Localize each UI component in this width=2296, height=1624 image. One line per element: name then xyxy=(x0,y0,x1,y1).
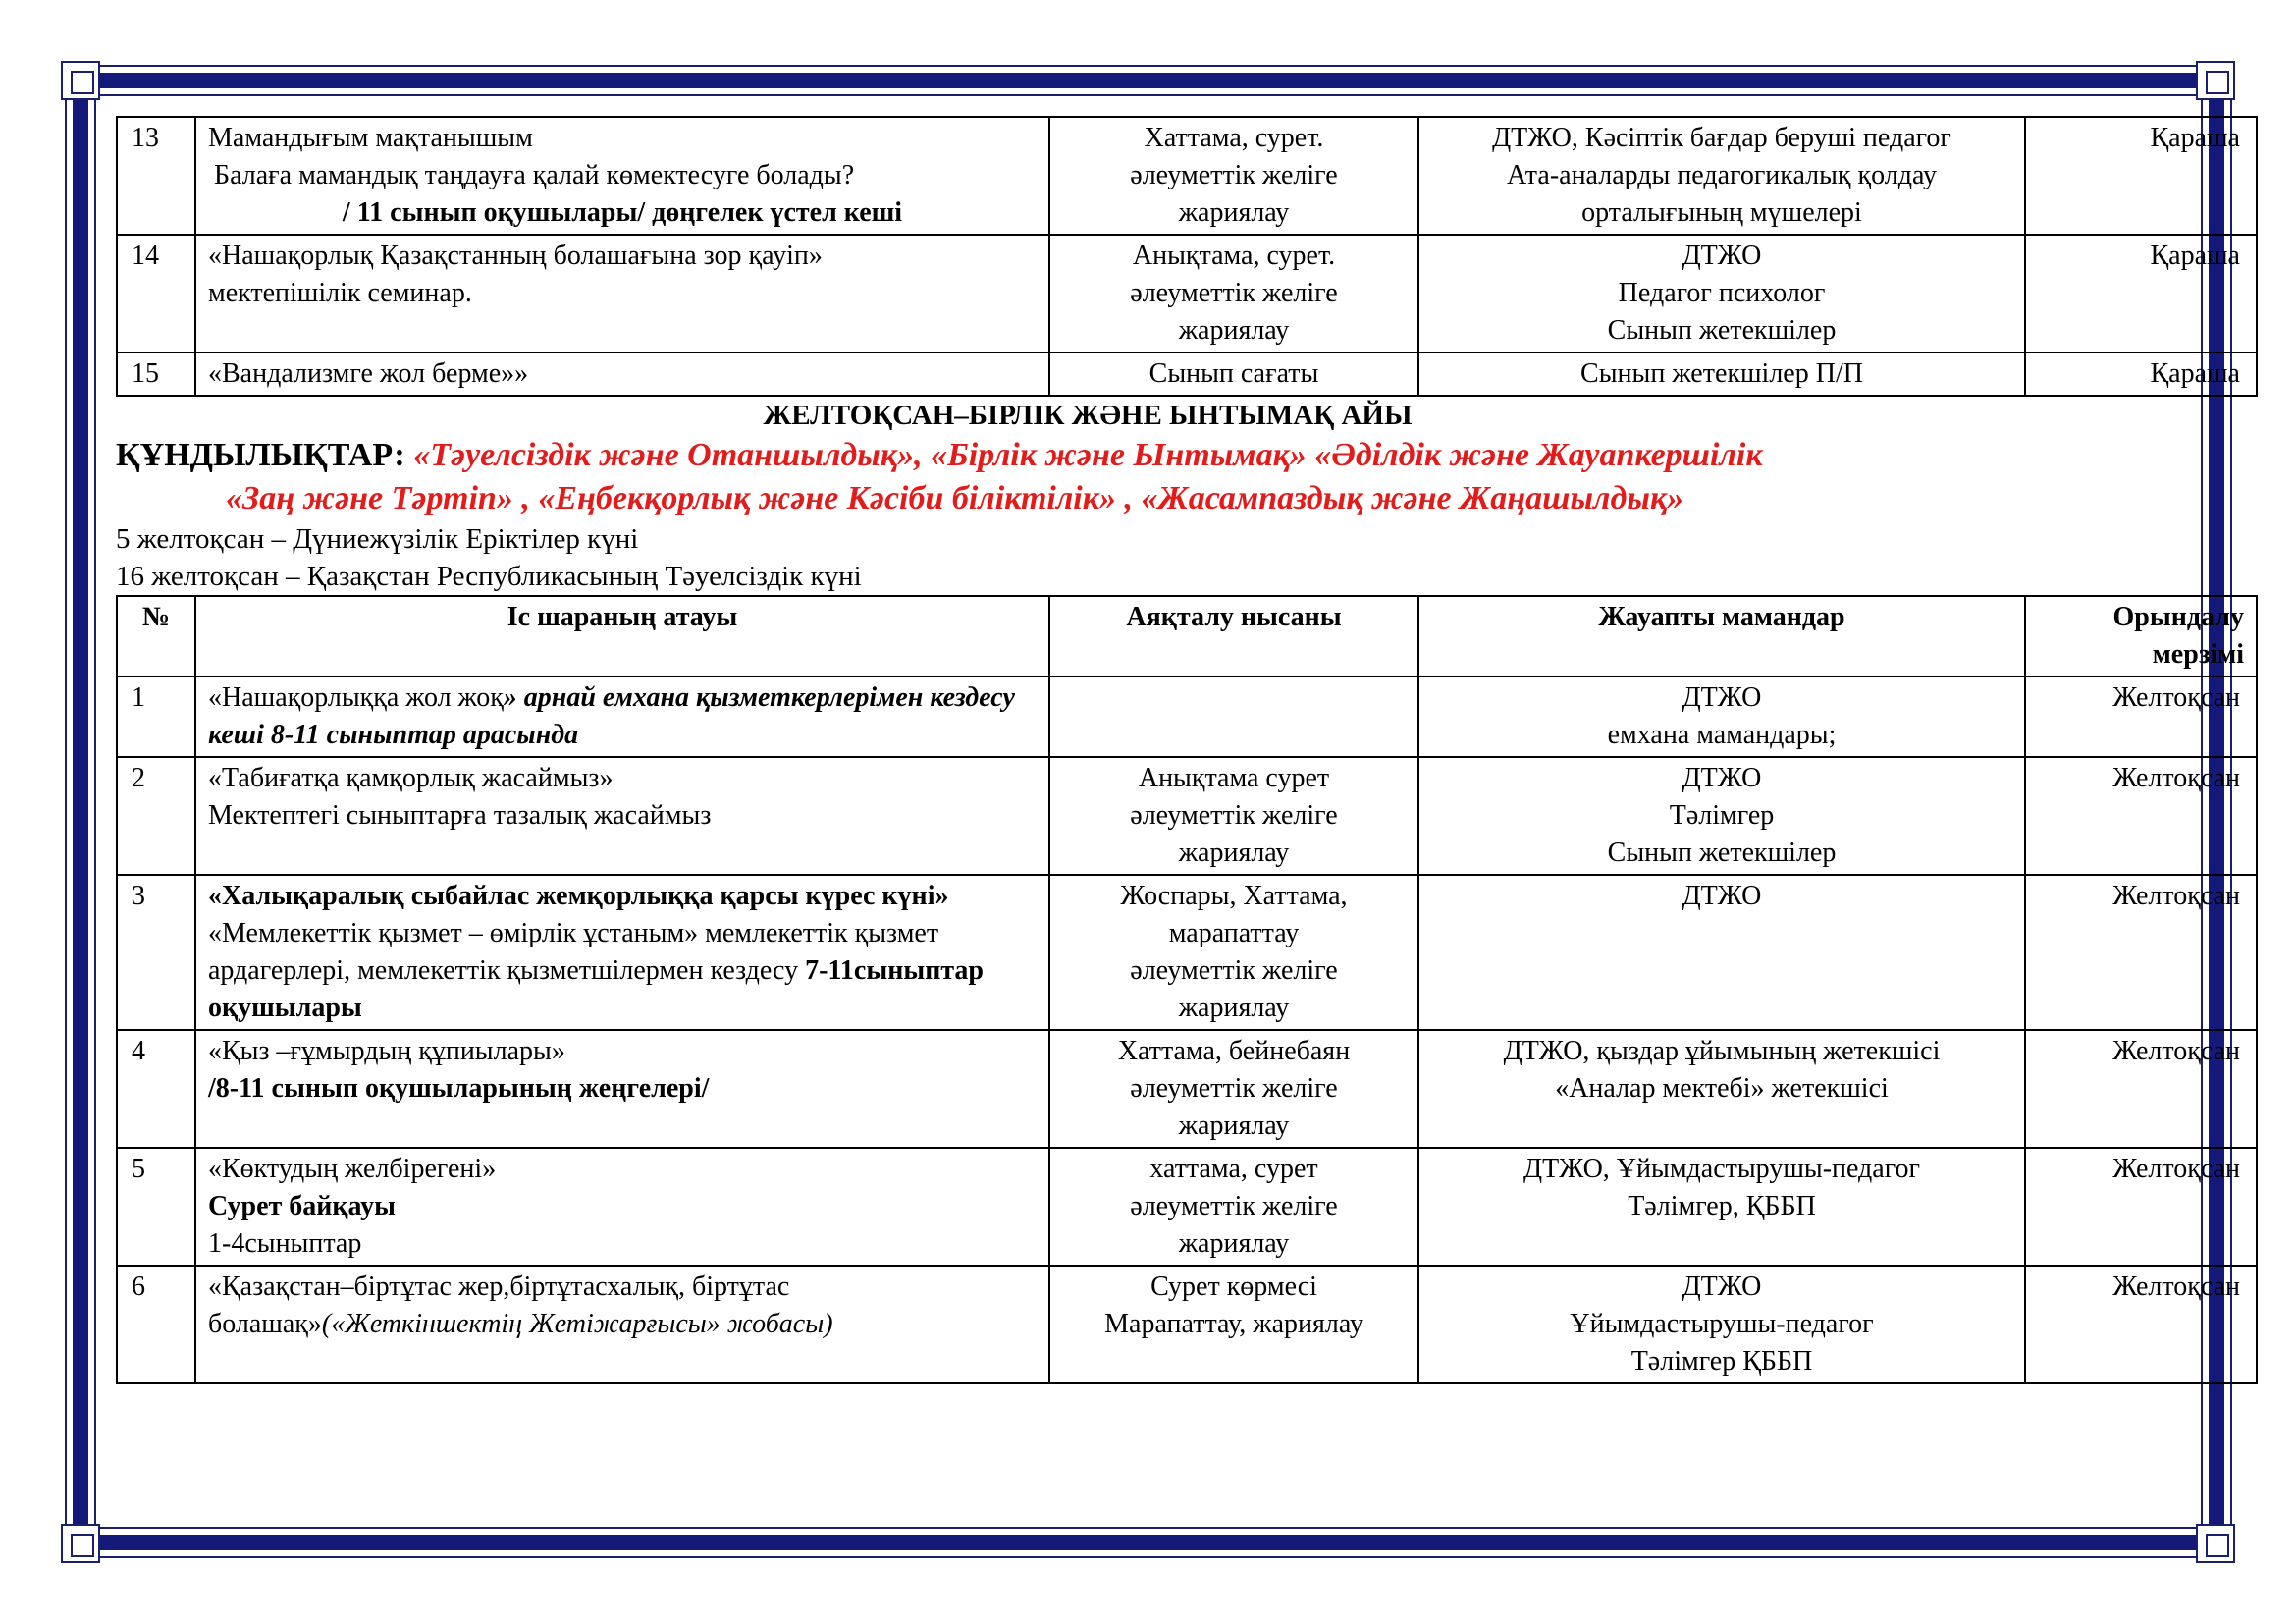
completion-form-cell: Жоспары, Хаттама, марапаттау әлеуметтік желіге жариялау xyxy=(1049,875,1418,1030)
table-row xyxy=(117,1266,2257,1383)
table-row xyxy=(117,757,2257,875)
responsible-cell: ДТЖО xyxy=(1418,875,2025,1030)
responsible-cell: ДТЖО Педагог психолог Сынып жетекшілер xyxy=(1418,235,2025,352)
events-table-december xyxy=(116,595,2258,1384)
event-text: «Табиғатқа қамқорлық жасаймыз» xyxy=(208,763,614,793)
responsible-cell: Сынып жетекшілер П/П xyxy=(1418,352,2025,396)
event-name-cell xyxy=(195,875,1049,1030)
values-label: ҚҰНДЫЛЫҚТАР: xyxy=(116,437,414,473)
table-row xyxy=(117,1030,2257,1148)
event-text: Мамандығым мақтанышым xyxy=(208,123,533,153)
responsible-cell: ДТЖО Ұйымдастырушы-педагог Тәлімгер ҚББП xyxy=(1418,1266,2025,1383)
event-text: «Вандализмге жол берме»» xyxy=(208,358,529,389)
event-name-cell xyxy=(195,1266,1049,1383)
event-name-cell xyxy=(195,1030,1049,1148)
event-text: «Мемлекеттік қызмет – өмірлік ұстаным» мемлекеттік қызмет ардагерлері, мемлекеттік қызметшілермен кездесу xyxy=(208,918,939,986)
responsible-cell: ДТЖО, Кәсіптік бағдар беруші педагог Ата-аналарды педагогикалық қолдау орталығының мүшелері xyxy=(1418,117,2025,235)
event-name-cell xyxy=(195,1148,1049,1266)
deadline-cell: Желтоқсан xyxy=(2025,1030,2257,1148)
deadline-cell: Қараша xyxy=(2025,117,2257,235)
header-event-name: Іс шараның атауы xyxy=(195,596,1049,677)
table-row xyxy=(117,235,2257,352)
header-deadline: Орындалу мерзімі xyxy=(2025,596,2257,677)
event-text: «Халықаралық сыбайлас жемқорлыққа қарсы күрес күні» xyxy=(208,881,949,911)
month-title: ЖЕЛТОҚСАН–БІРЛІК ЖӘНЕ ЫНТЫМАҚ АЙЫ xyxy=(763,400,1413,431)
responsible-cell: ДТЖО, Ұйымдастырушы-педагог Тәлімгер, ҚББП xyxy=(1418,1148,2025,1266)
frame-corner-ornament xyxy=(2196,1524,2235,1563)
event-text: мектепішілік семинар. xyxy=(208,278,472,308)
event-name-cell xyxy=(195,757,1049,875)
frame-corner-ornament xyxy=(61,61,100,100)
completion-form-cell: Хаттама, сурет. әлеуметтік желіге жариялау xyxy=(1049,117,1418,235)
event-text: / 11 сынып оқушылары/ дөңгелек үстел кеші xyxy=(342,197,903,228)
event-text: «Нашақорлыққа жол жоқ xyxy=(208,682,504,713)
completion-form-cell: Анықтама, сурет. әлеуметтік желіге жариялау xyxy=(1049,235,1418,352)
completion-form-cell: хаттама, сурет әлеуметтік желіге жариялау xyxy=(1049,1148,1418,1266)
header-number: № xyxy=(117,596,195,677)
values-list-1: «Тәуелсіздік және Отаншылдық», «Бірлік және Ынтымақ» «Әділдік және Жауапкершілік xyxy=(413,437,1763,473)
row-number: 14 xyxy=(117,235,195,352)
event-name-cell xyxy=(195,677,1049,757)
event-text: /8-11 сынып оқушыларының жеңгелері/ xyxy=(208,1073,710,1104)
row-number: 6 xyxy=(117,1266,195,1383)
responsible-cell: ДТЖО емхана мамандары; xyxy=(1418,677,2025,757)
event-text: 7-11сыныптар оқушылары xyxy=(208,955,984,1023)
header-responsible: Жауапты мамандар xyxy=(1418,596,2025,677)
event-name-cell xyxy=(195,117,1049,235)
deadline-cell: Желтоқсан xyxy=(2025,875,2257,1030)
row-number: 1 xyxy=(117,677,195,757)
events-table-november xyxy=(116,116,2258,397)
completion-form-cell: Сурет көрмесі Марапаттау, жариялау xyxy=(1049,1266,1418,1383)
row-number: 13 xyxy=(117,117,195,235)
row-number: 3 xyxy=(117,875,195,1030)
completion-form-cell: Хаттама, бейнебаян әлеуметтік желіге жариялау xyxy=(1049,1030,1418,1148)
frame-corner-ornament xyxy=(2196,61,2235,100)
responsible-cell: ДТЖО Тәлімгер Сынып жетекшілер xyxy=(1418,757,2025,875)
deadline-cell: Желтоқсан xyxy=(2025,1148,2257,1266)
responsible-cell: ДТЖО, қыздар ұйымының жетекшісі «Аналар мектебі» жетекшісі xyxy=(1418,1030,2025,1148)
completion-form-cell xyxy=(1049,677,1418,757)
date-line-independence: 16 желтоқсан – Қазақстан Республикасының Тәуелсіздік күні xyxy=(116,561,862,592)
event-text: «Қазақстан–біртұтас жер,біртұтасхалық, біртұтас болашақ» xyxy=(208,1272,790,1339)
table-row xyxy=(117,352,2257,396)
table-row xyxy=(117,677,2257,757)
event-text: «Қыз –ғұмырдың құпиылары» xyxy=(208,1036,565,1066)
event-text: Сурет байқауы xyxy=(208,1191,396,1221)
values-list-2: «Заң және Тәртіп» , «Еңбекқорлық және Кәсіби біліктілік» , «Жасампаздық және Жаңашылдық» xyxy=(226,480,1684,516)
event-text: «Көктудың желбірегені» xyxy=(208,1154,497,1184)
table-row xyxy=(117,875,2257,1030)
event-name-cell xyxy=(195,352,1049,396)
deadline-cell: Қараша xyxy=(2025,352,2257,396)
table-header-row xyxy=(117,596,2257,677)
event-text: «Нашақорлық Қазақстанның болашағына зор қауіп» xyxy=(208,241,823,271)
completion-form-cell: Сынып сағаты xyxy=(1049,352,1418,396)
deadline-cell: Желтоқсан xyxy=(2025,1266,2257,1383)
event-name-cell xyxy=(195,235,1049,352)
deadline-cell: Қараша xyxy=(2025,235,2257,352)
row-number: 4 xyxy=(117,1030,195,1148)
frame-corner-ornament xyxy=(61,1524,100,1563)
completion-form-cell: Анықтама сурет әлеуметтік желіге жариялау xyxy=(1049,757,1418,875)
table-row xyxy=(117,1148,2257,1266)
deadline-cell: Желтоқсан xyxy=(2025,677,2257,757)
date-line-volunteers: 5 желтоқсан – Дүниежүзілік Еріктілер күні xyxy=(116,523,639,555)
event-text: («Жеткіншектің Жетіжарғысы» жобасы) xyxy=(321,1309,833,1339)
row-number: 2 xyxy=(117,757,195,875)
deadline-cell: Желтоқсан xyxy=(2025,757,2257,875)
values-line xyxy=(116,434,2191,477)
header-completion-form: Аяқталу нысаны xyxy=(1049,596,1418,677)
row-number: 15 xyxy=(117,352,195,396)
event-text: Мектептегі сыныптарға тазалық жасаймыз xyxy=(208,800,712,831)
table-row xyxy=(117,117,2257,235)
document-content xyxy=(116,116,2244,1510)
event-text: Балаға мамандық таңдауға қалай көмектесуге болады? xyxy=(214,160,855,190)
event-text: 1-4сыныптар xyxy=(208,1228,362,1259)
event-text: » арнай емхана қызметкерлерімен кездесу кеші 8-11 сыныптар арасында xyxy=(208,682,1015,750)
month-section xyxy=(116,397,2191,595)
row-number: 5 xyxy=(117,1148,195,1266)
